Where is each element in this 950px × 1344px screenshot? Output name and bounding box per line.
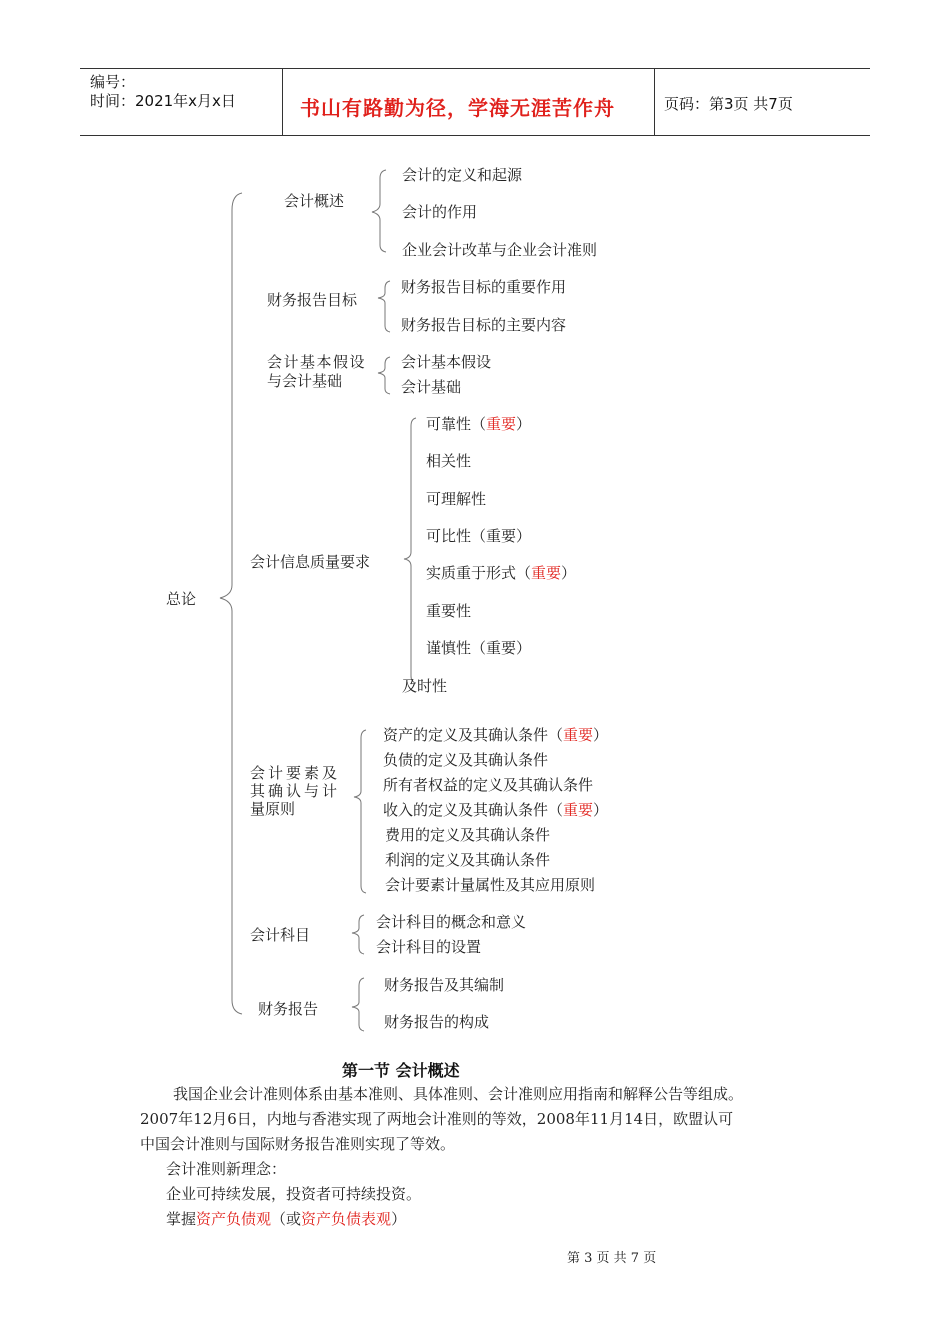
outline-group-title: 量原则 [250, 800, 296, 818]
outline-item: 可理解性 [426, 490, 487, 508]
outline-item: 会计基本假设 [401, 353, 492, 371]
highlight-term: 资产负债表观 [301, 1210, 392, 1228]
header-page-label: 页码：第3页 共7页 [664, 95, 793, 113]
importance-mark: 重要 [563, 801, 594, 819]
importance-mark: 重要 [563, 726, 594, 744]
outline-item: 会计要素计量属性及其应用原则 [385, 876, 596, 894]
outline-item: 费用的定义及其确认条件 [385, 826, 551, 844]
outline-item: 可比性（重要） [426, 527, 532, 545]
concept-text: 企业可持续发展，投资者可持续投资。 [166, 1185, 422, 1203]
outline-item: 会计科目的设置 [376, 938, 482, 956]
section-paragraph: 2007年12月6日，内地与香港实现了两地会计准则的等效，2008年11月14日，欧盟认可 [140, 1110, 734, 1128]
section-title: 第一节 会计概述 [342, 1061, 460, 1080]
outline-item: 会计的定义和起源 [402, 166, 523, 184]
outline-item: 财务报告目标的重要作用 [401, 278, 567, 296]
outline-group-title: 会计科目 [250, 926, 311, 944]
document-number-label: 编号： [90, 73, 136, 91]
page-footer: 第 3 页 共 7 页 [567, 1251, 657, 1266]
outline-item: 收入的定义及其确认条件（重要） [383, 801, 609, 819]
outline-item: 利润的定义及其确认条件 [385, 851, 551, 869]
outline-item: 资产的定义及其确认条件（重要） [383, 726, 609, 744]
outline-item: 所有者权益的定义及其确认条件 [383, 776, 594, 794]
outline-item: 财务报告目标的主要内容 [401, 316, 567, 334]
outline-item: 企业会计改革与企业会计准则 [402, 241, 598, 259]
header-motto: 书山有路勤为径，学海无涯苦作舟 [300, 96, 615, 120]
outline-group-title: 与会计基础 [267, 372, 343, 390]
outline-item: 相关性 [426, 452, 472, 470]
outline-group-title: 会计要素及 [250, 764, 341, 782]
outline-group-title: 其确认与计 [250, 782, 341, 800]
outline-item: 实质重于形式（重要） [426, 564, 577, 582]
section-paragraph: 中国会计准则与国际财务报告准则实现了等效。 [140, 1135, 456, 1153]
outline-item: 谨慎性（重要） [426, 639, 532, 657]
outline-item: 会计基础 [401, 378, 462, 396]
outline-group-title: 财务报告目标 [267, 291, 358, 309]
outline-group-title: 会计信息质量要求 [250, 553, 371, 571]
outline-root: 总论 [166, 590, 197, 608]
outline-item: 负债的定义及其确认条件 [383, 751, 549, 769]
importance-mark: 重要 [486, 415, 517, 433]
outline-item: 财务报告的构成 [384, 1013, 490, 1031]
section-paragraph: 我国企业会计准则体系由基本准则、具体准则、会计准则应用指南和解释公告等组成。 [173, 1085, 744, 1103]
outline-group-title: 会计概述 [284, 192, 345, 210]
outline-group-title: 会计基本假设 [267, 353, 367, 371]
outline-item: 及时性 [402, 677, 448, 695]
outline-item: 财务报告及其编制 [384, 976, 505, 994]
document-date-label: 时间：2021年x月x日 [90, 92, 236, 110]
importance-mark: 重要 [531, 564, 562, 582]
outline-item: 重要性 [426, 602, 472, 620]
outline-item: 会计的作用 [402, 203, 478, 221]
outline-item: 可靠性（重要） [426, 415, 532, 433]
concept-label: 会计准则新理念： [166, 1160, 287, 1178]
outline-item: 会计科目的概念和意义 [376, 913, 527, 931]
highlight-term: 资产负债观 [196, 1210, 272, 1228]
grasp-line: 掌握资产负债观（或资产负债表观） [166, 1210, 407, 1228]
outline-group-title: 财务报告 [258, 1000, 319, 1018]
